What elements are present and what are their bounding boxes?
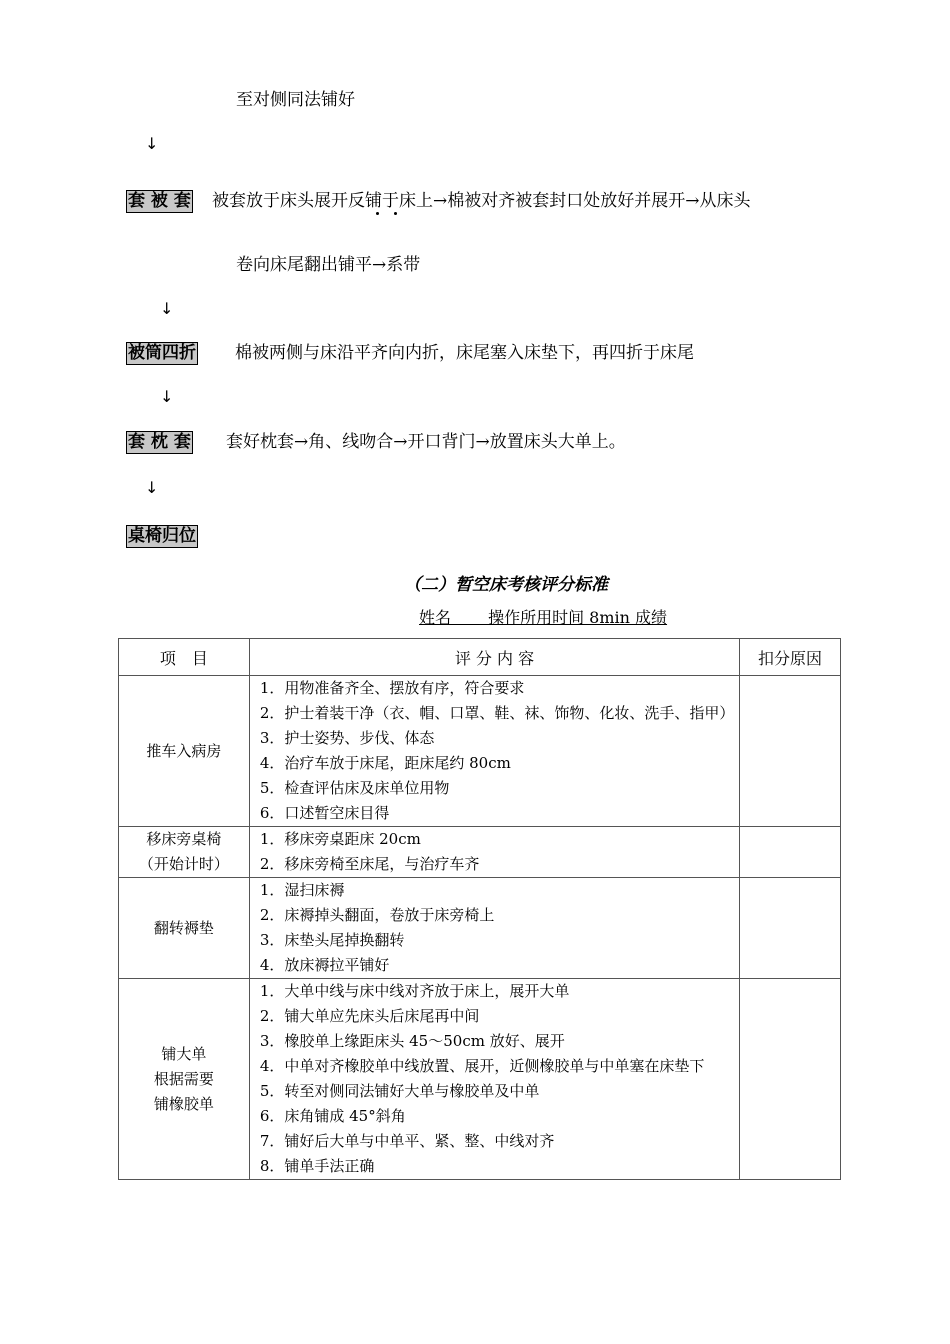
step-text-quilt-cover: 被套放于床头展开反铺于床上→棉被对齐被套封口处放好并展开→从床头 — [212, 191, 751, 211]
content-line: 2．铺大单应先床头后床尾再中间 — [259, 1007, 480, 1025]
step-label-quilt-cover: 套 被 套 — [128, 191, 191, 211]
item-label: 移床旁桌椅 — [146, 830, 222, 848]
content-line: 1．大单中线与床中线对齐放于床上，展开大单 — [259, 982, 570, 1000]
table-row — [119, 878, 841, 979]
item-label: 翻转褥垫 — [153, 918, 214, 937]
content-line: 3．护士姿势、步伐、体态 — [259, 729, 435, 747]
emphasis-dot — [376, 212, 379, 215]
name-time-score-line: 姓名 操作所用时间 8min 成绩 — [419, 608, 668, 627]
cell-deduction-reason — [740, 827, 841, 878]
content-line: 4．放床褥拉平铺好 — [259, 956, 390, 974]
cell-deduction-reason — [740, 676, 841, 827]
cell-item — [119, 676, 250, 827]
header-item: 项 目 — [119, 639, 250, 676]
content-line: 7．铺好后大单与中单平、紧、整、中线对齐 — [259, 1132, 555, 1150]
content-line: 6．床角铺成 45°斜角 — [259, 1107, 406, 1125]
content-line: 4．中单对齐橡胶单中线放置、展开，近侧橡胶单与中单塞在床垫下 — [259, 1057, 705, 1075]
scoring-table — [118, 638, 841, 1180]
content-line: 5．转至对侧同法铺好大单与橡胶单及中单 — [259, 1082, 540, 1100]
content-line: 2．床褥掉头翻面，卷放于床旁椅上 — [259, 906, 495, 924]
item-label: 铺橡胶单 — [153, 1094, 214, 1113]
arrow-down-icon: ↓ — [145, 134, 159, 153]
item-label: 铺大单 — [161, 1044, 207, 1063]
cell-deduction-reason — [740, 979, 841, 1180]
table-header-row — [119, 639, 841, 676]
content-line: 6．口述暂空床目得 — [259, 804, 390, 822]
content-line: 1．湿扫床褥 — [259, 881, 345, 899]
content-line: 2．护士着装干净（衣、帽、口罩、鞋、袜、饰物、化妆、洗手、指甲） — [259, 704, 735, 722]
cell-item — [119, 979, 250, 1180]
cell-item — [119, 827, 250, 878]
step-label-pillowcase: 套 枕 套 — [128, 432, 191, 452]
content-line: 8．铺单手法正确 — [259, 1157, 375, 1175]
content-line: 4．治疗车放于床尾，距床尾约 80cm — [259, 754, 511, 772]
content-line: 5．检查评估床及床单位用物 — [259, 779, 450, 797]
cell-item — [119, 878, 250, 979]
table-row — [119, 827, 841, 878]
cell-content — [249, 878, 739, 979]
arrow-down-icon: ↓ — [160, 387, 174, 406]
content-line: 1．移床旁桌距床 20cm — [259, 830, 421, 848]
section-title: （二）暂空床考核评分标准 — [404, 575, 608, 595]
cell-deduction-reason — [740, 878, 841, 979]
step-text-quilt-cover-cont: 卷向床尾翻出铺平→系带 — [236, 255, 421, 275]
table-row — [119, 979, 841, 1180]
item-label: 推车入病房 — [146, 741, 222, 760]
arrow-down-icon: ↓ — [160, 299, 174, 318]
arrow-down-icon: ↓ — [145, 478, 159, 497]
content-line: 3．橡胶单上缘距床头 45～50cm 放好、展开 — [259, 1032, 565, 1050]
step-label-fold-quilt: 被筒四折 — [128, 343, 196, 363]
cell-content — [249, 676, 739, 827]
content-line: 3．床垫头尾掉换翻转 — [259, 931, 405, 949]
step-label-restore-furniture: 桌椅归位 — [128, 526, 196, 546]
item-label: 根据需要 — [153, 1069, 214, 1088]
step-text-pillowcase: 套好枕套→角、线吻合→开口背门→放置床头大单上。 — [226, 432, 626, 452]
content-line: 1．用物准备齐全、摆放有序，符合要求 — [259, 679, 525, 697]
step-text-fold-quilt: 棉被两侧与床沿平齐向内折，床尾塞入床垫下，再四折于床尾 — [235, 343, 694, 363]
item-label: （开始计时） — [138, 855, 229, 873]
flow-text-top: 至对侧同法铺好 — [236, 90, 355, 110]
content-line: 2．移床旁椅至床尾，与治疗车齐 — [259, 855, 480, 873]
header-deduction-reason: 扣分原因 — [740, 639, 841, 676]
cell-content — [249, 827, 739, 878]
cell-content — [249, 979, 739, 1180]
header-content: 评 分 内 容 — [249, 639, 739, 676]
emphasis-dot — [394, 212, 397, 215]
table-row — [119, 676, 841, 827]
